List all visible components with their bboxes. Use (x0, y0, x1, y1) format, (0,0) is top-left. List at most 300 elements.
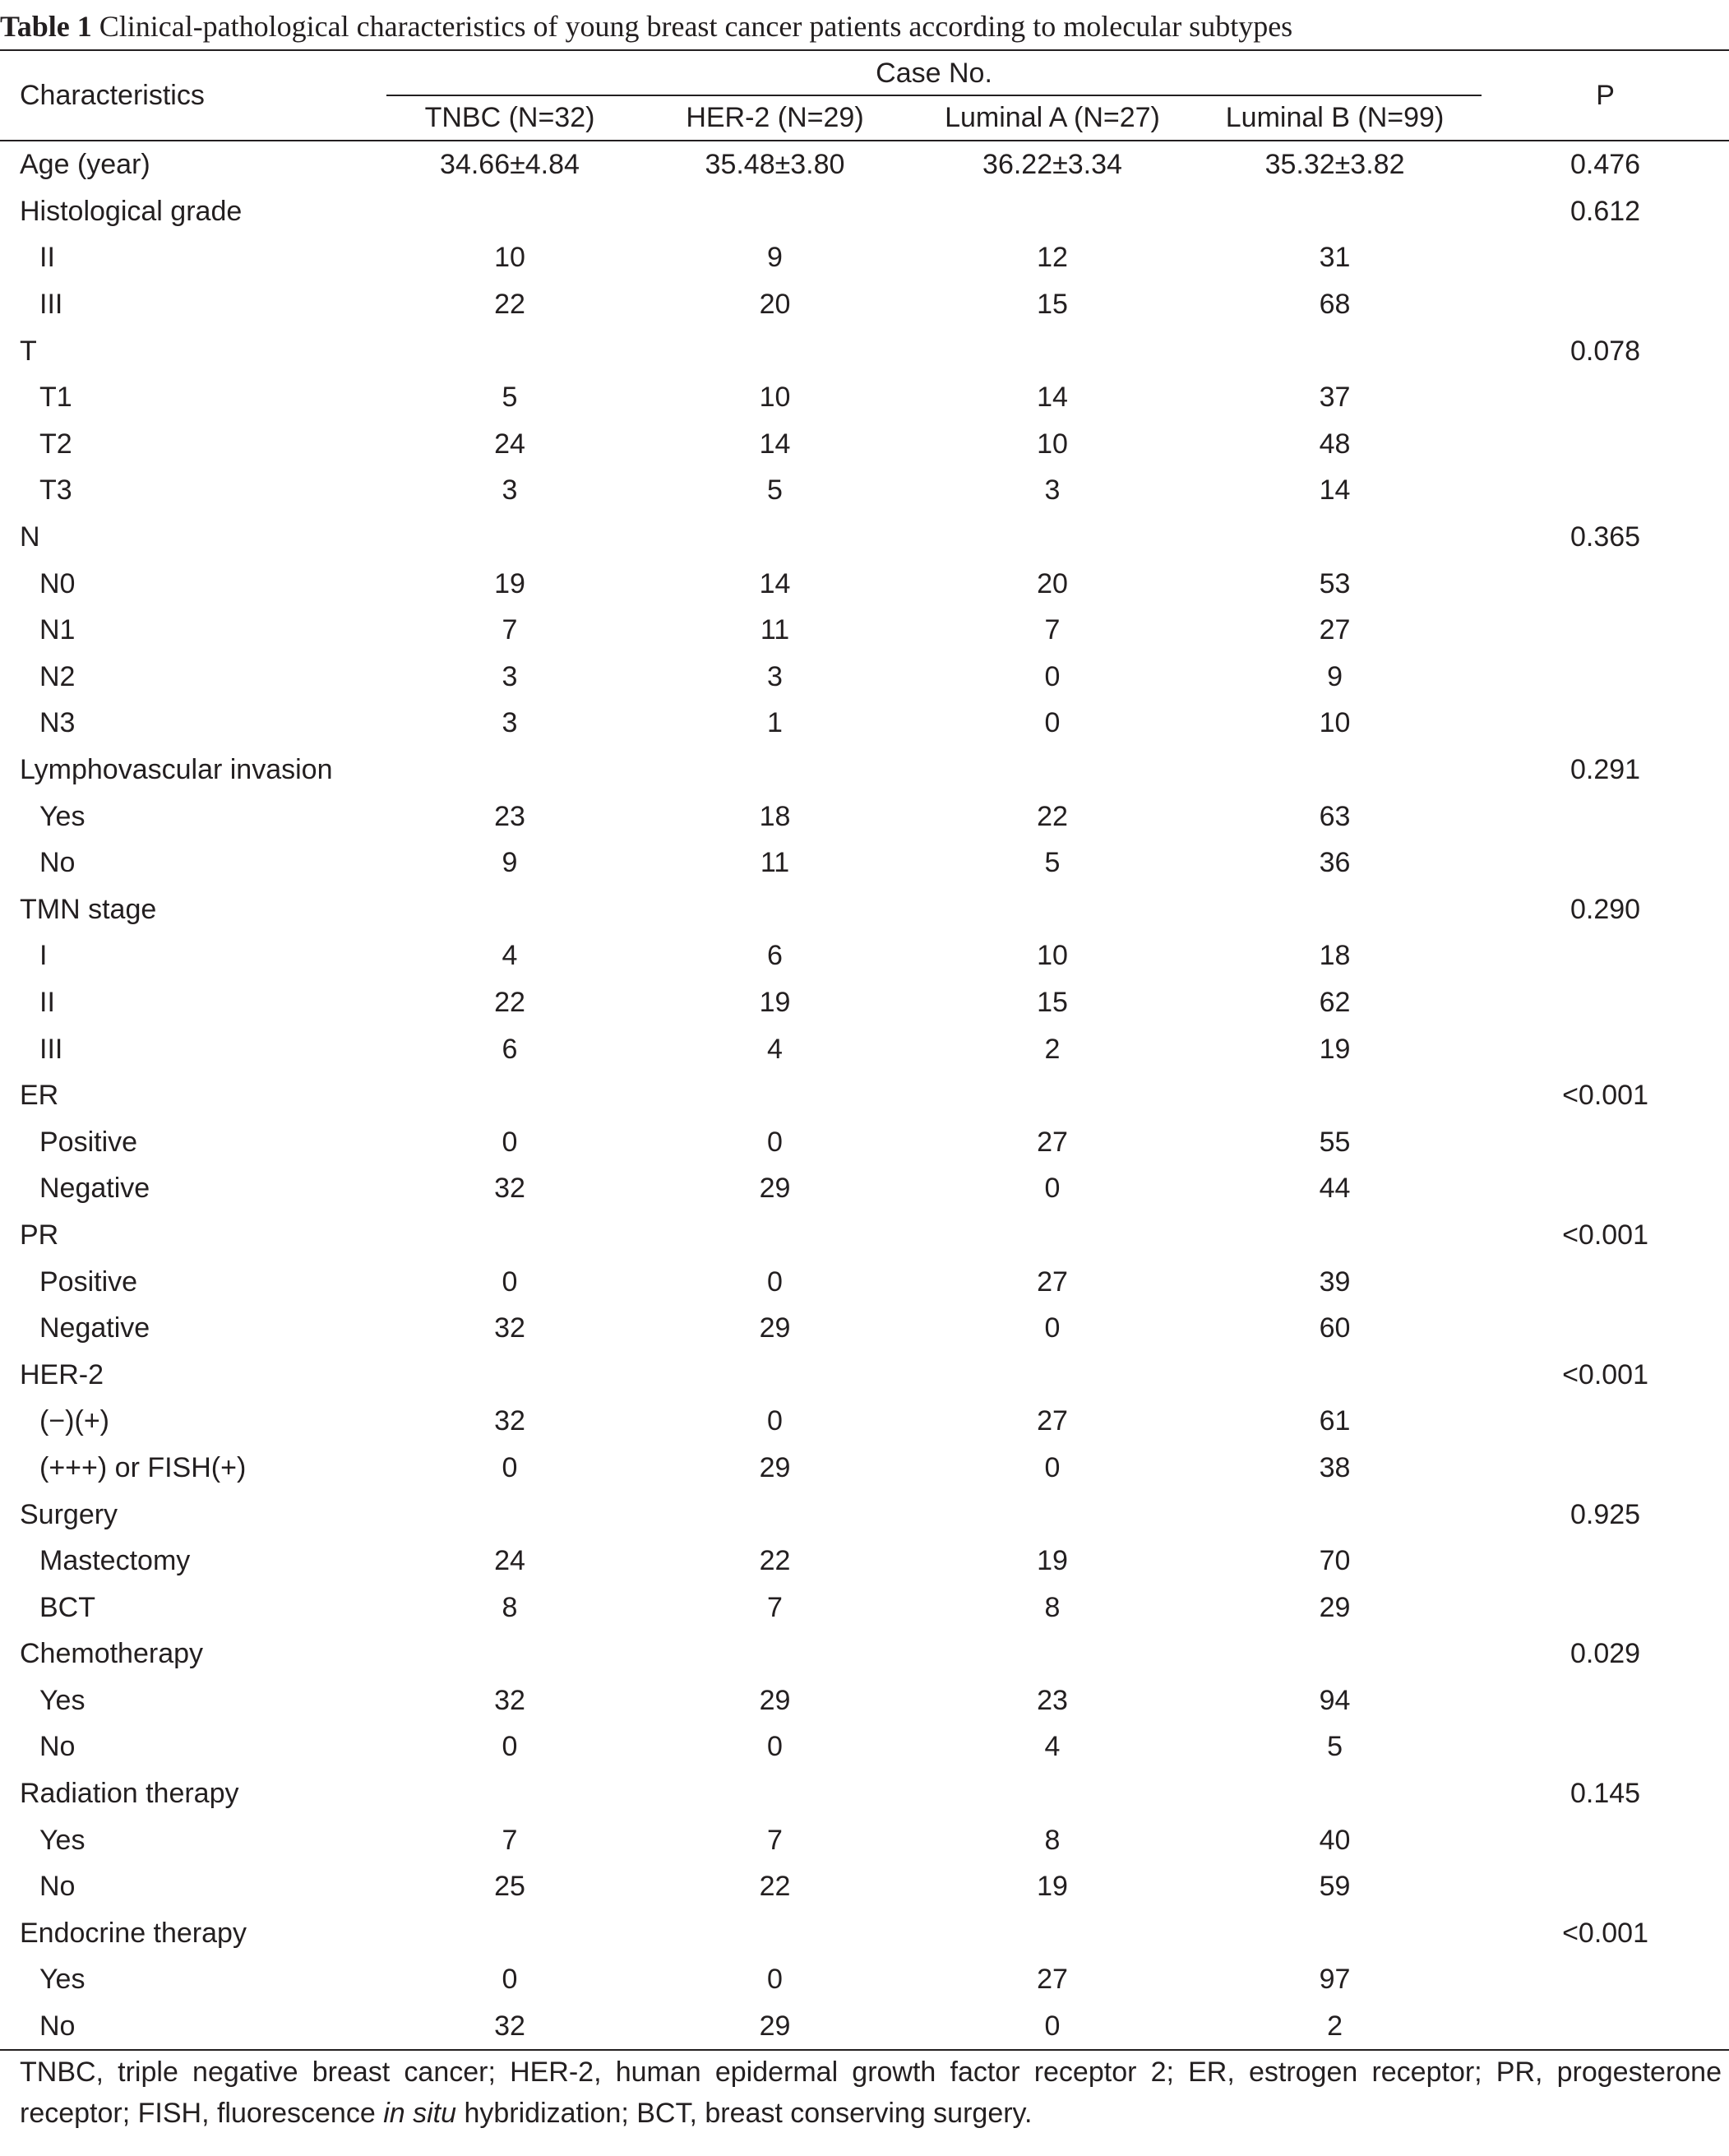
table-row (0, 1305, 1729, 1352)
row-value (917, 1631, 1188, 1677)
row-label: N0 (39, 567, 76, 599)
table-row (0, 932, 1729, 979)
row-value: 63 (1319, 800, 1351, 832)
table-row (0, 188, 1729, 235)
row-label: Mastectomy (39, 1545, 191, 1577)
row-p-value (1482, 700, 1729, 747)
row-value: 0 (1044, 660, 1061, 692)
table-row (0, 327, 1729, 374)
row-value (1188, 1631, 1482, 1677)
row-value: 1 (767, 707, 783, 739)
row-value: 29 (1319, 1591, 1351, 1623)
row-p-value (1482, 2003, 1729, 2051)
row-value (633, 886, 917, 933)
table-row (0, 747, 1729, 793)
row-p-value (1482, 1025, 1729, 1072)
row-p-value (1482, 1305, 1729, 1352)
row-p-value (1482, 932, 1729, 979)
row-p-value: <0.001 (1562, 1080, 1649, 1112)
table-row (0, 1956, 1729, 2003)
table-row (0, 1212, 1729, 1259)
row-p-value (1482, 467, 1729, 514)
row-value (633, 1072, 917, 1119)
table-body (0, 141, 1729, 2050)
row-value: 2 (1044, 1033, 1061, 1065)
row-value (633, 1770, 917, 1817)
row-value (386, 747, 633, 793)
row-label: (−)(+) (39, 1405, 109, 1437)
row-p-value (1482, 1584, 1729, 1631)
row-label: Yes (39, 1684, 86, 1716)
table-caption (0, 10, 1292, 43)
row-value: 22 (494, 289, 525, 321)
row-value: 22 (1037, 800, 1068, 832)
row-value (1188, 747, 1482, 793)
table-row (0, 1165, 1729, 1212)
row-value: 0 (767, 1731, 783, 1763)
table-row (0, 1631, 1729, 1677)
row-value: 3 (767, 660, 783, 692)
row-value: 10 (494, 242, 525, 274)
row-value (386, 514, 633, 561)
row-p-value (1482, 1538, 1729, 1585)
row-value (633, 1212, 917, 1259)
table-row (0, 1398, 1729, 1445)
row-value: 7 (502, 614, 518, 646)
row-value (1188, 1212, 1482, 1259)
row-value: 8 (1044, 1591, 1061, 1623)
row-value: 19 (1037, 1545, 1068, 1577)
row-value: 44 (1319, 1173, 1351, 1205)
row-value: 0 (767, 1265, 783, 1298)
row-value (386, 327, 633, 374)
row-value: 55 (1319, 1126, 1351, 1158)
table-row (0, 1118, 1729, 1165)
row-value: 20 (1037, 567, 1068, 599)
row-value: 25 (494, 1871, 525, 1903)
row-label: Age (year) (20, 149, 150, 181)
row-value: 20 (759, 289, 791, 321)
row-p-value (1482, 1723, 1729, 1770)
row-value: 32 (494, 1405, 525, 1437)
row-value: 27 (1319, 614, 1351, 646)
table-row (0, 1584, 1729, 1631)
row-value: 4 (1044, 1731, 1061, 1763)
row-value (1188, 886, 1482, 933)
row-value: 11 (760, 847, 790, 879)
row-value: 0 (1044, 1451, 1061, 1483)
row-value (1188, 1072, 1482, 1119)
row-value: 10 (759, 382, 791, 414)
row-label: I (39, 940, 48, 972)
row-value (633, 1351, 917, 1398)
row-label: N (20, 521, 40, 553)
row-value: 32 (494, 1684, 525, 1716)
row-label: II (39, 986, 55, 1018)
row-label: Positive (39, 1265, 138, 1298)
row-value: 0 (502, 1126, 518, 1158)
row-value: 14 (759, 428, 791, 460)
row-value: 27 (1037, 1265, 1068, 1298)
row-value: 62 (1319, 986, 1351, 1018)
row-value: 48 (1319, 428, 1351, 460)
row-value (917, 1351, 1188, 1398)
row-value: 22 (759, 1871, 791, 1903)
row-value (1188, 188, 1482, 235)
row-value: 0 (1044, 1173, 1061, 1205)
row-label: Negative (39, 1312, 150, 1344)
row-value: 23 (494, 800, 525, 832)
row-value: 68 (1319, 289, 1351, 321)
header-group-luminal-a: Luminal A (N=27) (945, 102, 1160, 133)
row-value: 23 (1037, 1684, 1068, 1716)
row-label: ER (20, 1080, 59, 1112)
row-value (386, 1212, 633, 1259)
table-row (0, 467, 1729, 514)
row-value: 8 (502, 1591, 518, 1623)
table-footnote (20, 2052, 1722, 2134)
row-value: 97 (1319, 1964, 1351, 1996)
header-group-tnbc: TNBC (N=32) (424, 102, 595, 133)
row-value: 27 (1037, 1964, 1068, 1996)
row-label: Yes (39, 1964, 86, 1996)
row-p-value (1482, 421, 1729, 468)
row-p-value: <0.001 (1562, 1219, 1649, 1251)
row-label: No (39, 847, 76, 879)
row-value (917, 1212, 1188, 1259)
row-p-value: 0.612 (1570, 195, 1641, 227)
row-value: 36 (1319, 847, 1351, 879)
row-p-value (1482, 840, 1729, 886)
row-value: 3 (502, 474, 518, 507)
row-value: 22 (494, 986, 525, 1018)
row-p-value (1482, 281, 1729, 328)
table-row (0, 979, 1729, 1026)
row-label: (+++) or FISH(+) (39, 1451, 247, 1483)
row-label: T (20, 335, 37, 367)
row-value: 37 (1319, 382, 1351, 414)
row-value: 0 (1044, 707, 1061, 739)
row-value: 7 (767, 1591, 783, 1623)
row-value: 4 (502, 940, 518, 972)
table-row (0, 2003, 1729, 2051)
row-p-value: 0.029 (1570, 1638, 1641, 1670)
row-value: 0 (917, 2003, 1188, 2051)
table-row (0, 1770, 1729, 1817)
row-value: 0 (767, 1405, 783, 1437)
row-label: II (39, 242, 55, 274)
row-value: 15 (1037, 986, 1068, 1018)
row-value: 2 (1188, 2003, 1482, 2051)
row-label: N2 (39, 660, 76, 692)
row-label: T2 (39, 428, 72, 460)
table-row (0, 281, 1729, 328)
row-p-value (1482, 1816, 1729, 1863)
row-value: 15 (1037, 289, 1068, 321)
row-value: 8 (1044, 1824, 1061, 1856)
row-value: 53 (1319, 567, 1351, 599)
row-value: 19 (494, 567, 525, 599)
row-value (633, 747, 917, 793)
table-row (0, 1491, 1729, 1538)
row-value (1188, 1910, 1482, 1957)
row-label: N3 (39, 707, 76, 739)
row-value: 18 (1319, 940, 1351, 972)
characteristics-table (0, 49, 1729, 2051)
row-value (1188, 1770, 1482, 1817)
row-value: 3 (1044, 474, 1061, 507)
row-p-value (1482, 1956, 1729, 2003)
row-value (386, 1631, 633, 1677)
row-p-value: 0.145 (1570, 1778, 1641, 1810)
row-value (917, 514, 1188, 561)
row-value (1188, 514, 1482, 561)
table-row (0, 1258, 1729, 1305)
row-label: III (39, 289, 63, 321)
row-p-value (1482, 1677, 1729, 1724)
row-value: 10 (1037, 428, 1068, 460)
header-characteristics: Characteristics (0, 50, 386, 140)
row-value: 39 (1319, 1265, 1351, 1298)
table-row (0, 234, 1729, 281)
row-value (386, 1072, 633, 1119)
row-p-value: 0.476 (1570, 149, 1641, 181)
row-value: 29 (633, 2003, 917, 2051)
row-label: Lymphovascular invasion (20, 754, 333, 786)
row-value (917, 1910, 1188, 1957)
table-row (0, 1351, 1729, 1398)
row-value: 12 (1037, 242, 1068, 274)
row-value: 7 (767, 1824, 783, 1856)
row-value: 32 (386, 2003, 633, 2051)
row-label: N1 (39, 614, 76, 646)
row-value: 14 (1319, 474, 1351, 507)
row-value: 31 (1319, 242, 1351, 274)
row-p-value: 0.078 (1570, 335, 1641, 367)
row-value (1188, 327, 1482, 374)
row-value: 59 (1319, 1871, 1351, 1903)
row-value (386, 1910, 633, 1957)
row-value: 38 (1319, 1451, 1351, 1483)
row-value: 34.66±4.84 (440, 149, 580, 181)
table-row (0, 793, 1729, 840)
row-value: 4 (767, 1033, 783, 1065)
row-value: 0 (502, 1964, 518, 1996)
row-value: 5 (1327, 1731, 1343, 1763)
row-value: 0 (767, 1126, 783, 1158)
row-label: Positive (39, 1126, 138, 1158)
table-row (0, 840, 1729, 886)
row-label: III (39, 1033, 63, 1065)
row-p-value (1482, 979, 1729, 1026)
row-value: 11 (760, 614, 790, 646)
row-value: 9 (1327, 660, 1343, 692)
row-value: 24 (494, 428, 525, 460)
row-p-value: 0.365 (1570, 521, 1641, 553)
row-value: 6 (767, 940, 783, 972)
row-value (633, 1491, 917, 1538)
table-row (0, 1538, 1729, 1585)
row-p-value: 0.290 (1570, 893, 1641, 925)
row-value: 70 (1319, 1545, 1351, 1577)
row-value: 32 (494, 1173, 525, 1205)
row-p-value (1482, 374, 1729, 421)
table-row (0, 1445, 1729, 1492)
row-p-value: <0.001 (1562, 1358, 1649, 1390)
row-value: 3 (502, 660, 518, 692)
row-value: 24 (494, 1545, 525, 1577)
header-p: P (1482, 50, 1729, 140)
row-label: Yes (39, 1824, 86, 1856)
row-value (386, 1491, 633, 1538)
row-value (1188, 1351, 1482, 1398)
row-value: 0 (1044, 1312, 1061, 1344)
row-label: HER-2 (20, 1358, 104, 1390)
row-value (917, 747, 1188, 793)
row-value (386, 188, 633, 235)
footnote-part1: TNBC, triple negative breast cancer; HER-2, human epidermal growth factor receptor 2; ER, estrogen receptor; PR, progesterone receptor; FISH, fluorescence (20, 2057, 1722, 2129)
row-value (917, 1770, 1188, 1817)
row-value: 5 (767, 474, 783, 507)
row-value: 19 (759, 986, 791, 1018)
row-value: 35.48±3.80 (705, 149, 845, 181)
row-value: 94 (1319, 1684, 1351, 1716)
header-group-her2: HER-2 (N=29) (686, 102, 864, 133)
row-value: 0 (502, 1731, 518, 1763)
table-row (0, 560, 1729, 607)
row-value: 6 (502, 1033, 518, 1065)
row-value: 29 (759, 1173, 791, 1205)
table-row (0, 1863, 1729, 1910)
row-value: 61 (1319, 1405, 1351, 1437)
row-label: No (39, 1871, 76, 1903)
row-value: 22 (759, 1545, 791, 1577)
row-p-value (1482, 607, 1729, 654)
table-row (0, 607, 1729, 654)
row-value: 60 (1319, 1312, 1351, 1344)
row-value: 10 (1319, 707, 1351, 739)
table-row (0, 1025, 1729, 1072)
row-value: 19 (1037, 1871, 1068, 1903)
row-value (386, 886, 633, 933)
row-label: PR (20, 1219, 59, 1251)
row-value (917, 327, 1188, 374)
table-row (0, 374, 1729, 421)
caption-label: Table 1 (0, 10, 92, 43)
row-label: Yes (39, 800, 86, 832)
row-value: 0 (767, 1964, 783, 1996)
row-p-value (1482, 1398, 1729, 1445)
row-label: Chemotherapy (20, 1638, 204, 1670)
table-row (0, 141, 1729, 188)
row-value (1188, 1491, 1482, 1538)
row-p-value (1482, 1118, 1729, 1165)
row-value: 32 (494, 1312, 525, 1344)
row-label: TMN stage (20, 893, 157, 925)
row-value: 14 (1037, 382, 1068, 414)
row-value (633, 327, 917, 374)
row-p-value: 0.925 (1570, 1498, 1641, 1530)
row-value (386, 1770, 633, 1817)
table-row (0, 421, 1729, 468)
row-value: 35.32±3.82 (1264, 149, 1405, 181)
row-p-value (1482, 234, 1729, 281)
row-label: Surgery (20, 1498, 118, 1530)
row-value (633, 188, 917, 235)
row-p-value: <0.001 (1562, 1917, 1649, 1949)
row-value (633, 514, 917, 561)
row-value: 5 (1044, 847, 1061, 879)
table-row (0, 1072, 1729, 1119)
row-value: 40 (1319, 1824, 1351, 1856)
row-label: T1 (39, 382, 72, 414)
row-value: 3 (502, 707, 518, 739)
row-value: 19 (1319, 1033, 1351, 1065)
row-p-value (1482, 1863, 1729, 1910)
row-value (917, 188, 1188, 235)
table-row (0, 1816, 1729, 1863)
footnote-part2: hybridization; BCT, breast conserving surgery. (456, 2098, 1033, 2129)
row-value: 9 (767, 242, 783, 274)
row-p-value (1482, 560, 1729, 607)
row-value (633, 1910, 917, 1957)
row-value: 14 (759, 567, 791, 599)
row-value: 10 (1037, 940, 1068, 972)
row-label: Radiation therapy (20, 1778, 239, 1810)
row-value: 0 (502, 1451, 518, 1483)
row-label: Negative (39, 1173, 150, 1205)
row-value: 27 (1037, 1126, 1068, 1158)
table-row (0, 700, 1729, 747)
row-value: 5 (502, 382, 518, 414)
row-label: T3 (39, 474, 72, 507)
row-p-value (1482, 1445, 1729, 1492)
row-value (633, 1631, 917, 1677)
row-p-value (1482, 1165, 1729, 1212)
row-value: 29 (759, 1312, 791, 1344)
row-value: 29 (759, 1451, 791, 1483)
header-case-no: Case No. (386, 50, 1482, 95)
row-value (917, 886, 1188, 933)
row-p-value (1482, 1258, 1729, 1305)
row-value: 18 (759, 800, 791, 832)
row-p-value (1482, 654, 1729, 701)
footnote-italic: in situ (383, 2098, 457, 2129)
caption-text: Clinical-pathological characteristics of young breast cancer patients according to molecular subtypes (99, 10, 1293, 43)
row-value: 36.22±3.34 (982, 149, 1122, 181)
case-no-rule (386, 95, 1482, 96)
row-label: No (39, 1731, 76, 1763)
table-row (0, 654, 1729, 701)
row-value (917, 1072, 1188, 1119)
row-label: BCT (39, 1591, 95, 1623)
row-label: No (0, 2003, 386, 2051)
row-value: 0 (502, 1265, 518, 1298)
row-label: Endocrine therapy (20, 1917, 247, 1949)
row-value (386, 1351, 633, 1398)
row-value: 7 (1044, 614, 1061, 646)
table-row (0, 886, 1729, 933)
table-row (0, 1723, 1729, 1770)
row-value: 29 (759, 1684, 791, 1716)
row-label: Histological grade (20, 195, 243, 227)
table-row (0, 1910, 1729, 1957)
table-row (0, 1677, 1729, 1724)
row-value (917, 1491, 1188, 1538)
row-value: 9 (502, 847, 518, 879)
header-group-luminal-b: Luminal B (N=99) (1225, 102, 1445, 133)
row-p-value: 0.291 (1570, 754, 1641, 786)
